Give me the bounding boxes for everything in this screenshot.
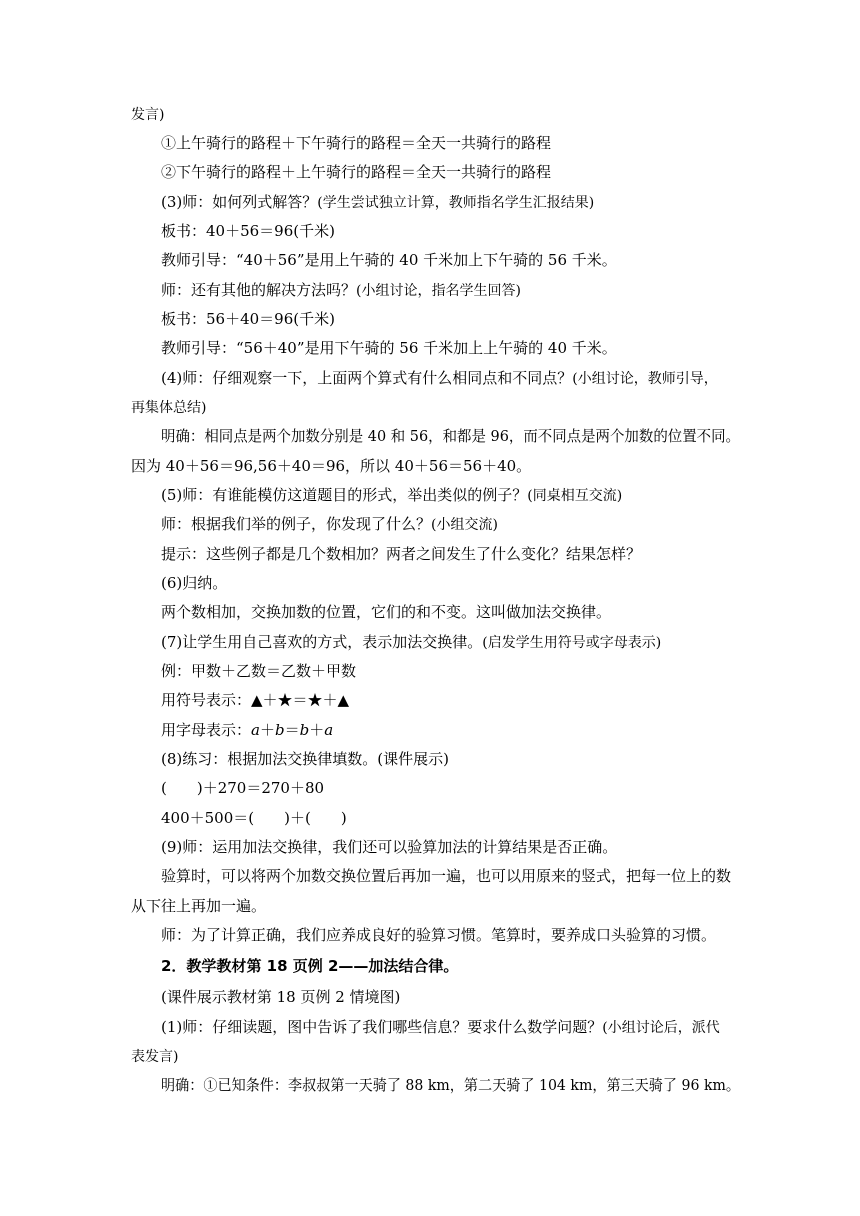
text-line	[161, 837, 617, 857]
note-text: 表发言)	[131, 1049, 179, 1065]
text-line	[161, 133, 551, 153]
body-text: 明确：①已知条件：李叔叔第一天骑了 88 km，第二天骑了 104 km，第三天骑了 96 km。	[161, 1076, 740, 1094]
body-text: ①上午骑行的路程＋下午骑行的路程＝全天一共骑行的路程	[161, 134, 552, 152]
body-text: (课件展示教材第 18 页例 2 情境图)	[161, 988, 401, 1006]
text-line	[161, 1017, 720, 1038]
note-text: 再集体总结)	[131, 400, 207, 416]
formula-variable: b	[274, 721, 285, 739]
text-line	[131, 456, 531, 476]
text-line	[161, 602, 611, 622]
text-line	[161, 221, 335, 241]
text-line	[161, 778, 324, 798]
body-text: 师：根据我们举的例子，你发现了什么？	[161, 515, 432, 533]
body-text: (6)归纳。	[161, 574, 228, 592]
text-line	[161, 368, 718, 389]
text-line	[161, 162, 551, 182]
body-text: 验算时，可以将两个加数交换位置后再加一遍，也可以用原来的竖式，把每一位上的数	[161, 867, 732, 885]
text-line	[161, 661, 356, 681]
body-text: (8)练习：根据加法交换律填数。(课件展示)	[161, 750, 449, 768]
formula-operator: ＋	[259, 721, 275, 739]
section-heading-line	[161, 956, 458, 976]
body-text: 两个数相加，交换加数的位置，它们的和不变。这叫做加法交换律。	[161, 603, 612, 621]
section-heading: 2．教学教材第 18 页例 2——加法结合律。	[161, 957, 459, 975]
body-text: 明确：相同点是两个加数分别是 40 和 56，和都是 96，而不同点是两个加数的位置不同。	[161, 427, 740, 445]
body-text: 例：甲数＋乙数＝乙数＋甲数	[161, 662, 357, 680]
body-text: (7)让学生用自己喜欢的方式，表示加法交换律。	[161, 633, 483, 651]
body-text: 教师引导：“56＋40”是用下午骑的 56 千米加上上午骑的 40 千米。	[161, 339, 617, 357]
text-line	[161, 280, 521, 301]
formula-variable: b	[299, 721, 310, 739]
text-line	[161, 250, 617, 270]
note-text: (小组交流)	[431, 517, 498, 533]
text-line	[161, 987, 400, 1007]
note-text: (小组讨论，教师引导，	[572, 371, 718, 387]
body-text: (5)师：有谁能模仿这道题目的形式，举出类似的例子？	[161, 486, 528, 504]
text-line	[161, 309, 335, 329]
text-line	[161, 720, 333, 740]
body-text: 师：还有其他的解决方法吗？	[161, 281, 357, 299]
text-line	[161, 632, 661, 653]
text-line	[161, 925, 716, 945]
text-line	[161, 808, 347, 828]
text-line	[131, 1046, 178, 1067]
text-line	[131, 397, 206, 418]
text-line	[161, 338, 617, 358]
body-text: 教师引导：“40＋56”是用上午骑的 40 千米加上下午骑的 56 千米。	[161, 251, 617, 269]
body-text: (3)师：如何列式解答？	[161, 193, 318, 211]
body-text: ②下午骑行的路程＋上午骑行的路程＝全天一共骑行的路程	[161, 163, 552, 181]
text-line	[161, 690, 349, 710]
text-line	[131, 896, 266, 916]
body-text: 从下往上再加一遍。	[131, 897, 267, 915]
text-line	[161, 749, 449, 769]
body-text: 用字母表示：	[161, 721, 252, 739]
formula-operator: ＋	[309, 721, 325, 739]
body-text: ( )＋270＝270＋80	[161, 779, 325, 797]
formula-variable: a	[251, 721, 260, 739]
body-text: 400＋500＝( )＋( )	[161, 809, 347, 827]
body-text: 板书：56＋40＝96(千米)	[161, 310, 335, 328]
note-text: (小组讨论后，派代	[602, 1020, 720, 1036]
body-text: (9)师：运用加法交换律，我们还可以验算加法的计算结果是否正确。	[161, 838, 618, 856]
text-line	[161, 544, 641, 564]
formula-operator: ＝	[284, 721, 300, 739]
body-text: (1)师：仔细读题，图中告诉了我们哪些信息？要求什么数学问题？	[161, 1018, 603, 1036]
text-line	[161, 1075, 740, 1095]
body-text: 用符号表示：▲＋★＝★＋▲	[161, 691, 350, 709]
body-text: (4)师：仔细观察一下，上面两个算式有什么相同点和不同点？	[161, 369, 573, 387]
body-text: 师：为了计算正确，我们应养成良好的验算习惯。笔算时，要养成口头验算的习惯。	[161, 926, 717, 944]
text-line	[161, 866, 731, 886]
text-line	[161, 485, 622, 506]
note-text: (学生尝试独立计算，教师指名学生汇报结果)	[317, 195, 595, 211]
note-text: (同桌相互交流)	[527, 488, 623, 504]
text-line	[161, 192, 594, 213]
note-text: (小组讨论，指名学生回答)	[356, 283, 521, 299]
body-text: 提示：这些例子都是几个数相加？两者之间发生了什么变化？结果怎样？	[161, 545, 642, 563]
formula-variable: a	[324, 721, 334, 739]
text-line	[161, 573, 227, 593]
text-line	[131, 104, 164, 125]
body-text: 板书：40＋56＝96(千米)	[161, 222, 335, 240]
text-line	[161, 514, 498, 535]
note-text: (启发学生用符号或字母表示)	[482, 635, 662, 651]
body-text: 因为 40＋56＝96,56＋40＝96，所以 40＋56＝56＋40。	[131, 457, 532, 475]
note-text: 发言)	[131, 107, 165, 123]
text-line	[161, 426, 740, 446]
